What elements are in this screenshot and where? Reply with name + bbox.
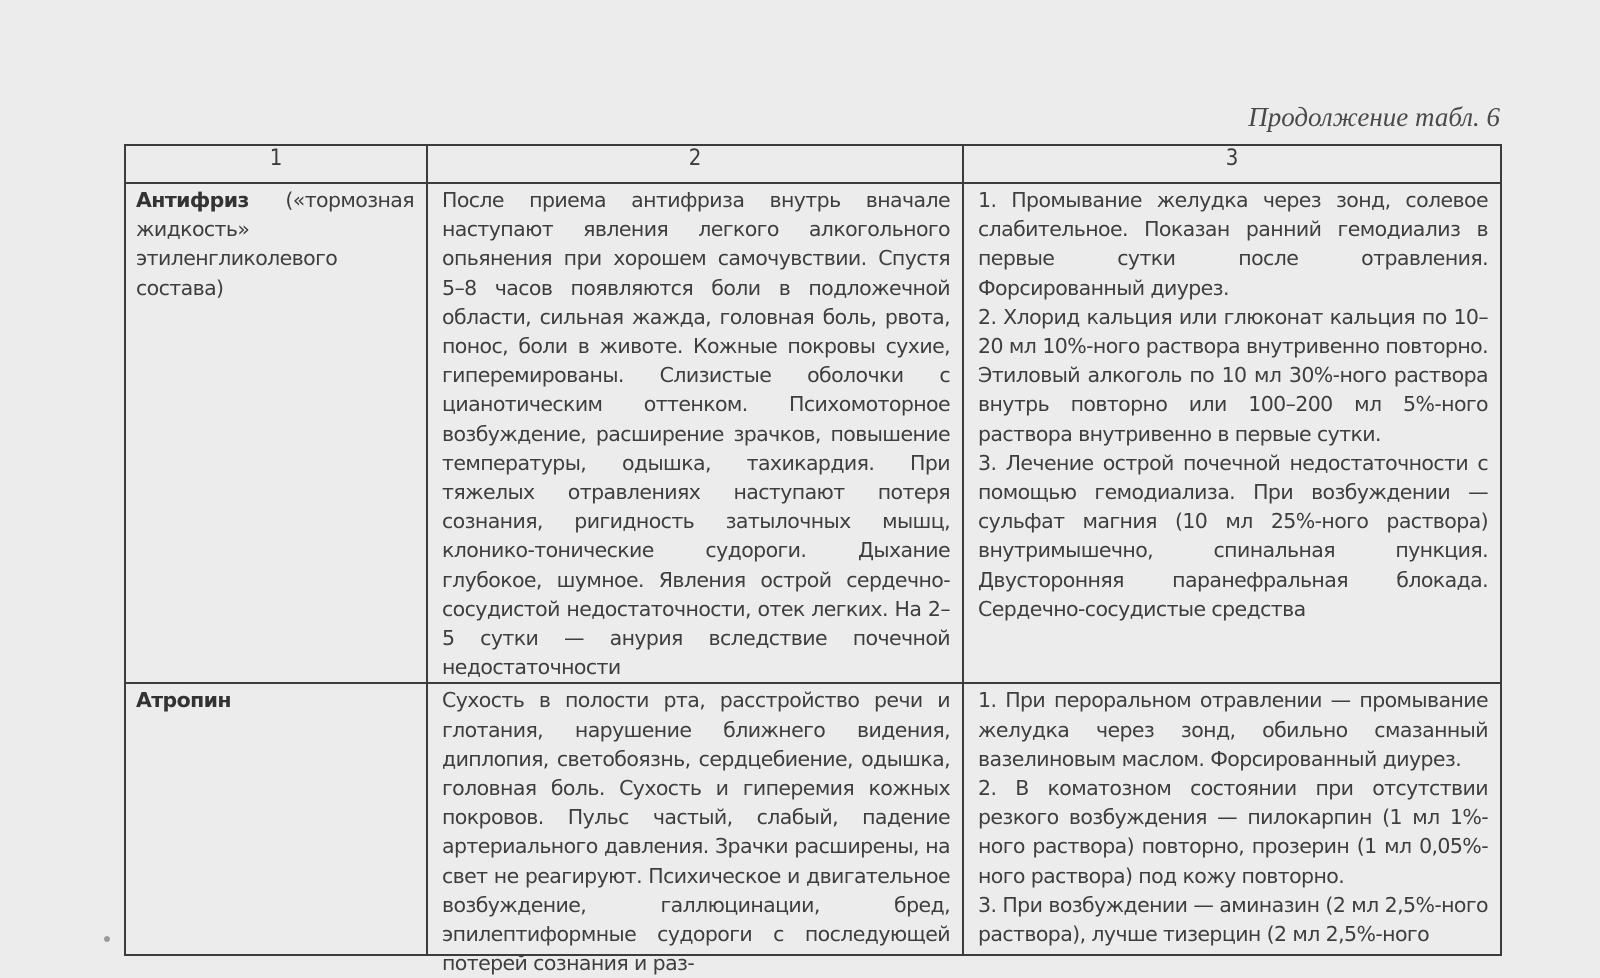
substance-name: Атропин (136, 688, 231, 713)
scan-artifact (104, 936, 110, 942)
treatment-cell (963, 183, 1501, 683)
substance-cell (125, 683, 427, 955)
treatment-step: 2. Хлорид кальция или глюконат кальция по 10–20 мл 10%-ного раствора внутривенно повторно. Этиловый алкоголь по 10 мл 30%-ного раствора внутрь повторно или 100–200 мл 5%-ного раствора внутривенно в первые сутки. (978, 304, 1488, 446)
symptoms-cell (427, 183, 963, 683)
substance-name: Антифриз (136, 188, 249, 212)
column-header-3: 3 (963, 145, 1501, 183)
poisoning-table (124, 144, 1502, 976)
treatment-step: 1. При пероральном отравлении — промывание желудка через зонд, обильно смазанный вазелиновым маслом. Форсированный диурез. (978, 688, 1488, 771)
table-row (125, 683, 1501, 955)
column-header-2: 2 (427, 145, 963, 183)
treatment-cell (963, 683, 1501, 955)
column-header-1: 1 (125, 145, 427, 183)
treatment-step: 1. Промывание желудка через зонд, солевое слабительное. Показан ранний гемодиализ в первые сутки после отравления. Форсированный диурез. (978, 188, 1488, 300)
table-caption: Продолжение табл. 6 (1248, 102, 1500, 132)
substance-description: («тормозная жидкость» этиленгликолевого состава) (136, 188, 414, 300)
symptoms-text: После приема антифриза внутрь вначале наступают явления легкого алкогольного опьянения при хорошем самочувствии. Спустя 5–8 часов появляются боли в подложечной области, сильная жажда, головная боль, рвота, понос, боли в животе. Кожные покровы сухие, гиперемированы. Слизистые оболочки с цианотическим оттенком. Психомоторное возбуждение, расширение зрачков, повышение температуры, одышка, тахикардия. При тяжелых отравлениях наступают потеря сознания, ригидность затылочных мышц, клонико-тонические судороги. Дыхание глубокое, шумное. Явления острой сердечно-сосудистой недостаточности, отек легких. На 2–5 сутки — анурия вследствие почечной недостаточности (442, 188, 950, 680)
treatment-step: 3. Лечение острой почечной недостаточности с помощью гемодиализа. При возбуждении — сульфат магния (10 мл 25%-ного раствора) внутримышечно, спинальная пункция. Двусторонняя паранефральная блокада. Сердечно-сосудистые средства (978, 450, 1488, 621)
treatment-step: 2. В коматозном состоянии при отсутствии резкого возбуждения — пилокарпин (1 мл 1%-ного раствора) повторно, прозерин (1 мл 0,05%-ного раствора) под кожу повторно. (978, 776, 1488, 888)
substance-cell (125, 183, 427, 683)
symptoms-text: Сухость в полости рта, расстройство речи и глотания, нарушение ближнего видения, диплопия, светобоязнь, сердцебиение, одышка, головная боль. Сухость и гиперемия кожных покровов. Пульс частый, слабый, падение артериального давления. Зрачки расширены, на свет не реагируют. Психическое и двигательное возбуждение, галлюцинации, бред, эпилептиформные судороги с последующей потерей сознания и раз- (442, 688, 950, 976)
treatment-step: 3. При возбуждении — аминазин (2 мл 2,5%-ного раствора), лучше тизерцин (2 мл 2,5%-ного (978, 892, 1488, 947)
table-row (125, 183, 1501, 683)
symptoms-cell (427, 683, 963, 976)
table-header-row (125, 145, 1501, 183)
